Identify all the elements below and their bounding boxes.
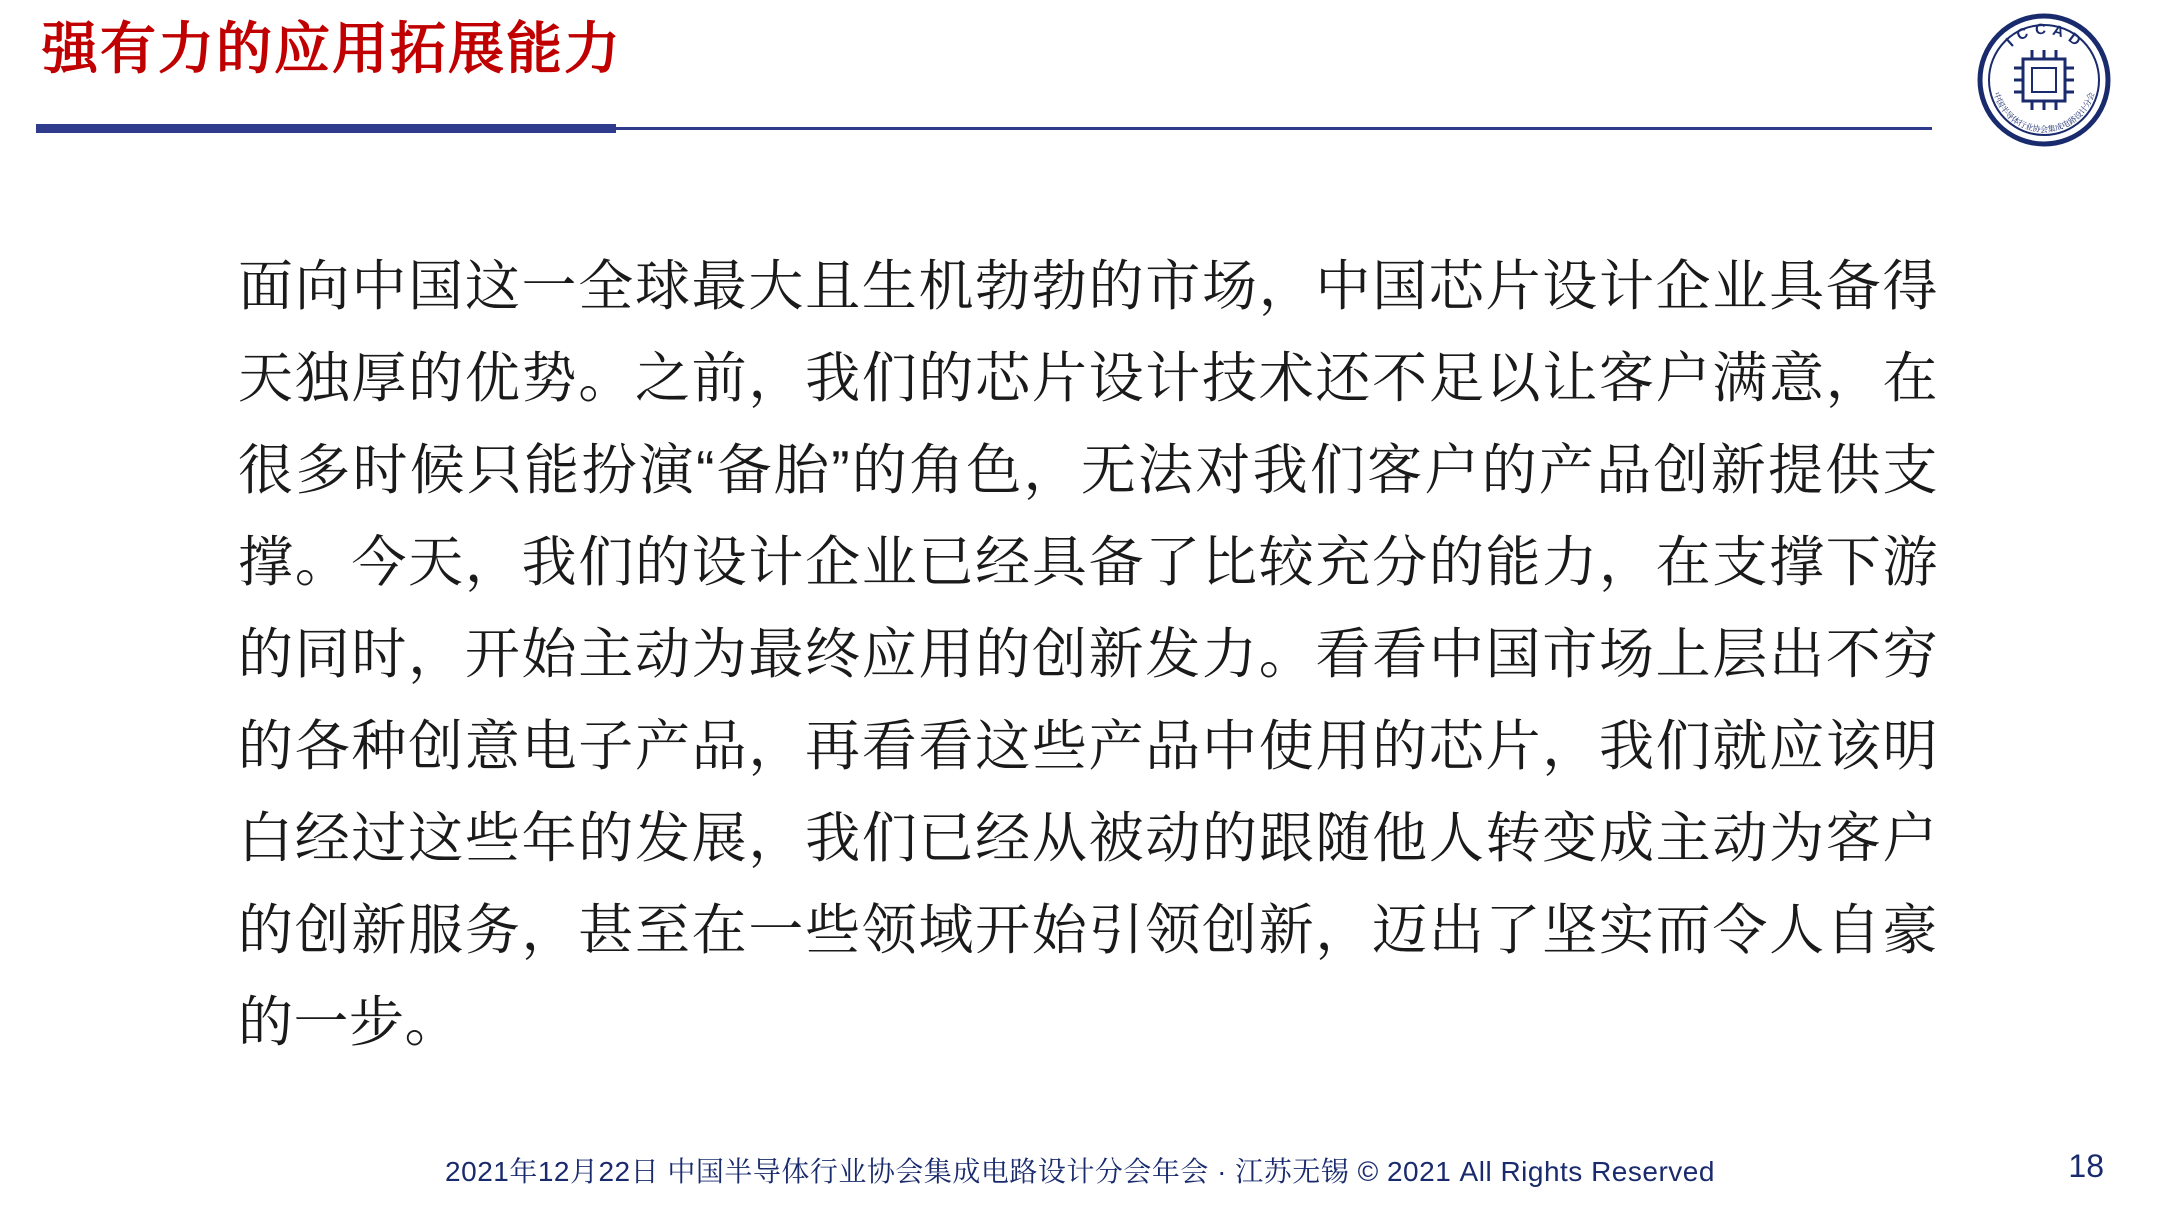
svg-text:I C C A D: I C C A D: [2002, 20, 2085, 51]
footer-copyright: 2021年12月22日 中国半导体行业协会集成电路设计分会年会 · 江苏无锡 © 2021 All Rights Reserved: [445, 1156, 1715, 1187]
svg-text:中国半导体行业协会集成电路设计分会: 中国半导体行业协会集成电路设计分会: [1991, 91, 2097, 134]
header-rule-thin: [616, 127, 1932, 130]
slide-header: [0, 0, 2160, 140]
page-number: 18: [2068, 1148, 2104, 1184]
page-title: 强有力的应用拓展能力: [42, 17, 622, 80]
slide-body-text: 面向中国这一全球最大且生机勃勃的市场，中国芯片设计企业具备得天独厚的优势。之前，我们的芯片设计技术还不足以让客户满意，在很多时候只能扮演“备胎”的角色，无法对我们客户的产品创新提供支撑。今天，我们的设计企业已经具备了比较充分的能力，在支撑下游的同时，开始主动为最终应用的创新发力。看看中国市场上层出不穷的各种创意电子产品，再看看这些产品中使用的芯片，我们就应该明白经过这些年的发展，我们已经从被动的跟随他人转变成主动为客户的创新服务，甚至在一些领域开始引领创新，迈出了坚实而令人自豪的一步。: [238, 255, 1938, 1053]
header-rule-thick: [36, 124, 616, 133]
iccad-logo-icon: [1976, 12, 2112, 148]
